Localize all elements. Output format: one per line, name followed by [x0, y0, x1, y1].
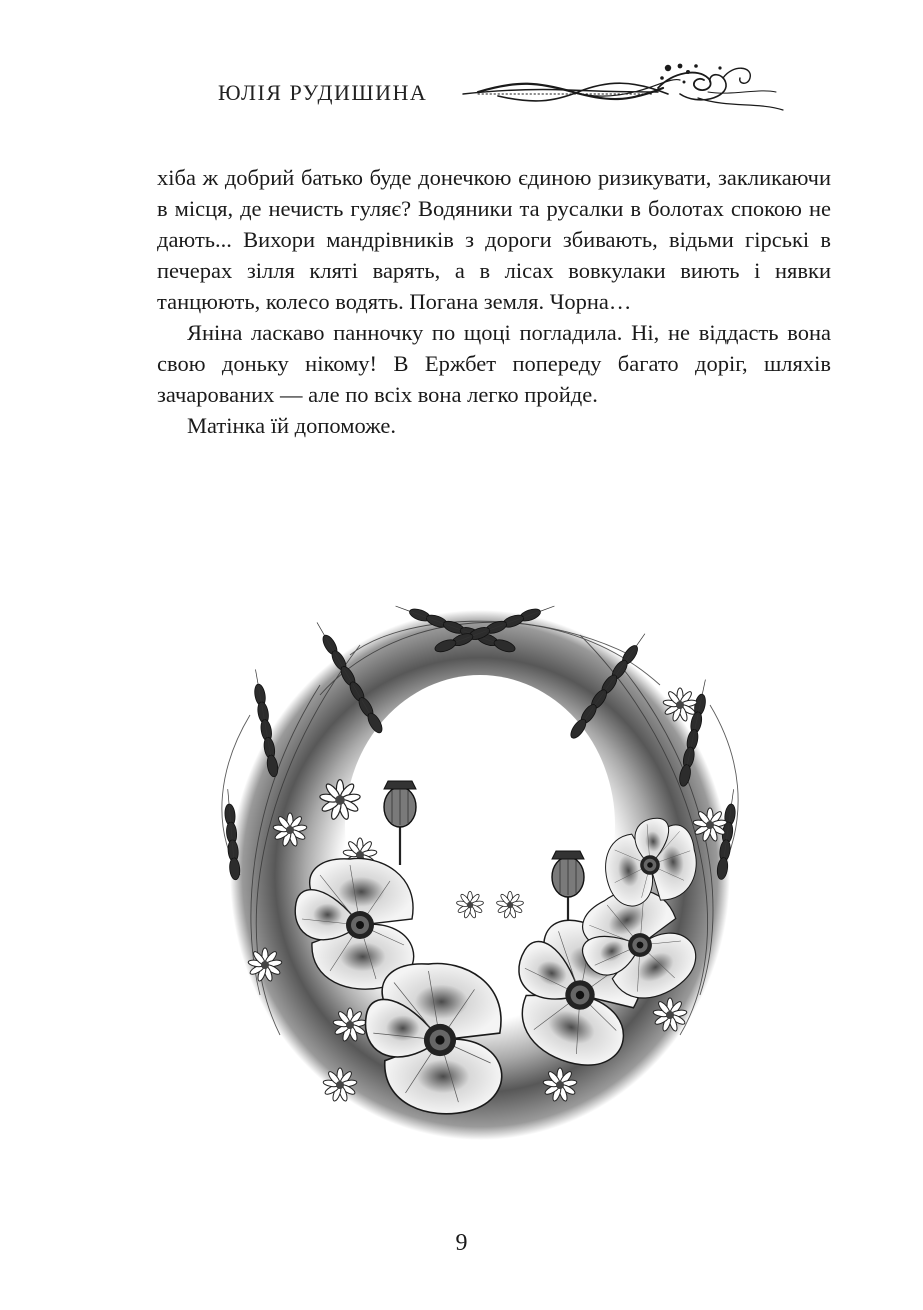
paragraph: Матінка їй допоможе. [187, 413, 397, 438]
paragraph: Яніна ласкаво панночку по щоці погладила. Ні, не віддасть вона свою доньку нікому! В Ержбет попереду багато доріг, шляхів зачарованих — але по всіх вона легко пройде. [157, 320, 831, 407]
flourish-ornament-icon [458, 58, 788, 116]
paragraph-continued: хіба ж добрий батько буде донечкою єдиною ризикувати, закликаючи в місця, де нечисть гуляє? Водяники та русалки в болотах спокою не дають... Вихори мандрівників з дороги збивають, відьми гірські в печерах зілля кляті варять, а в лісах вовкулаки виють і нявки танцюють, колесо водять. Погана земля. Чорна… [157, 165, 831, 314]
running-head-author: ЮЛІЯ РУДИШИНА [218, 80, 428, 105]
page-number: 9 [455, 1230, 468, 1256]
wheat-poppy-wreath-icon [200, 575, 760, 1160]
body-text [157, 162, 831, 441]
